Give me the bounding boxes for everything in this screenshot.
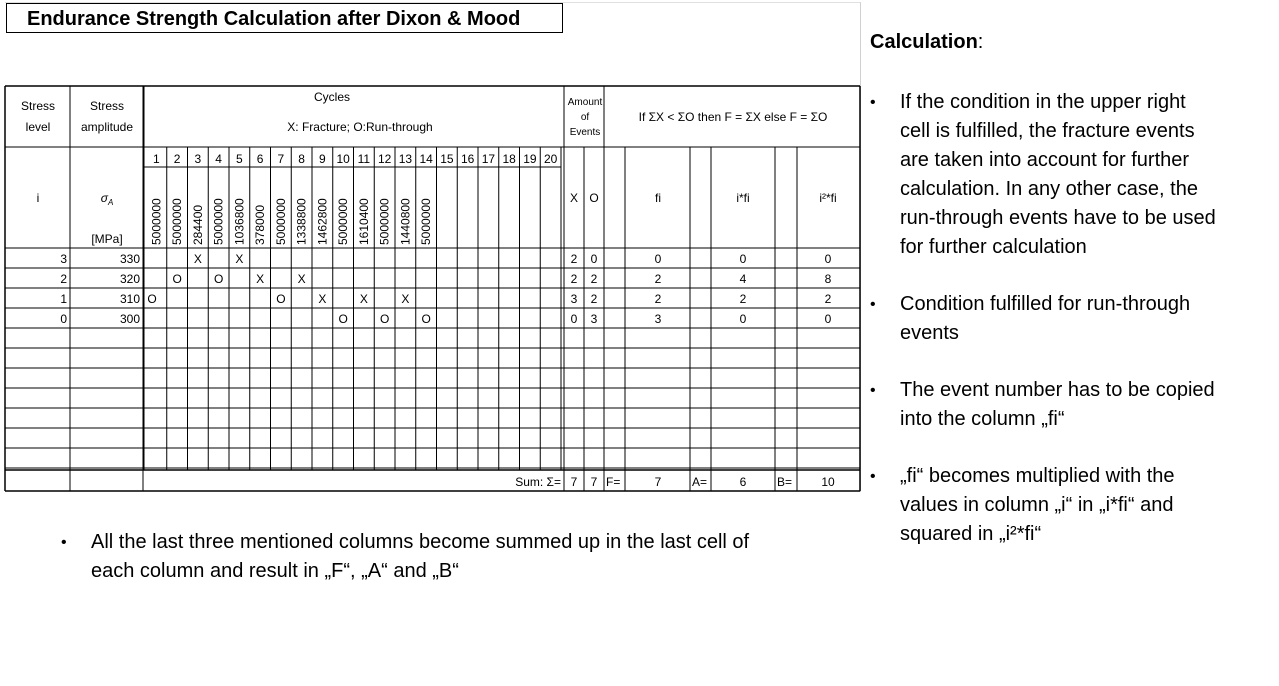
test-number: 3 (194, 152, 202, 166)
event-mark: X (256, 272, 265, 286)
row-fi: 3 (654, 312, 662, 326)
cycle-count: 284400 (190, 204, 205, 245)
test-number: 12 (377, 152, 392, 166)
row-o-count: 0 (590, 252, 598, 266)
test-number: 8 (298, 152, 305, 166)
calculation-heading-colon: : (977, 31, 984, 53)
row-stress-amplitude: 300 (119, 312, 140, 326)
sum-a: 6 (739, 475, 747, 489)
test-number: 15 (440, 152, 454, 166)
row-fi: 2 (654, 272, 662, 286)
event-mark: X (193, 252, 202, 266)
bullet-line: for further calculation (900, 236, 1087, 258)
row-stress-level: 2 (60, 272, 67, 286)
header-stress-level: level (25, 120, 51, 134)
event-mark: X (235, 252, 244, 266)
bullet-line: run-through events have to be used (900, 207, 1216, 229)
test-number: 13 (398, 152, 413, 166)
test-number: 14 (419, 152, 433, 166)
subheader-i2fi: i²*fi (819, 191, 837, 205)
header-condition: If ΣX < ΣO then F = ΣX else F = ΣO (638, 110, 828, 124)
sum-b: 10 (821, 475, 835, 489)
test-number: 18 (502, 152, 516, 166)
subheader-sigma: $\sigma_A$ (100, 191, 114, 207)
test-number: 6 (256, 152, 264, 166)
bullet-line: each column and result in „F“, „A“ and „B“ (91, 560, 459, 582)
sum-b-label: B= (777, 475, 793, 489)
header-cycles: Cycles (313, 90, 351, 104)
bullet-line: are taken into account for further (900, 149, 1190, 171)
row-o-count: 2 (590, 272, 598, 286)
row-stress-level: 0 (60, 312, 67, 326)
row-x-count: 2 (570, 272, 578, 286)
test-number: 5 (236, 152, 243, 166)
event-mark: O (379, 312, 390, 326)
cycle-count: 5000000 (170, 198, 185, 245)
cycle-count: 5000000 (377, 198, 392, 245)
cycle-count: 5000000 (336, 198, 351, 245)
test-number: 2 (173, 152, 181, 166)
bullet-icon: • (61, 534, 67, 551)
test-number: 7 (277, 152, 285, 166)
sum-label: Sum: Σ= (515, 475, 561, 489)
sum-f-label: F= (606, 475, 621, 489)
sum-x: 7 (570, 475, 578, 489)
row-o-count: 3 (590, 312, 598, 326)
event-mark: O (147, 292, 157, 306)
row-fi: 2 (654, 292, 662, 306)
bullet-line: If the condition in the upper right (900, 91, 1186, 113)
test-number: 16 (460, 152, 475, 166)
header-amount: Events (569, 127, 601, 138)
event-mark: O (213, 272, 224, 286)
bullet-line: calculation. In any other case, the (900, 178, 1198, 200)
test-number: 4 (215, 152, 222, 166)
sum-a-label: A= (692, 475, 708, 489)
row-stress-level: 1 (60, 292, 67, 306)
test-number: 11 (357, 152, 371, 166)
sum-o: 7 (590, 475, 598, 489)
bullet-line: values in column „i“ in „i*fi“ and (900, 494, 1174, 516)
event-mark: X (318, 292, 327, 306)
row-ifi: 2 (739, 292, 747, 306)
bullet-icon: • (870, 468, 876, 485)
header-stress-amplitude: Stress (89, 99, 125, 113)
calculation-heading (870, 31, 983, 54)
subheader-unit: [MPa] (91, 232, 123, 246)
header-stress-amplitude: amplitude (80, 120, 134, 134)
subheader-ifi: i*fi (736, 191, 750, 205)
calculation-table (0, 0, 870, 500)
subheader-fi: fi (655, 191, 661, 205)
row-x-count: 2 (570, 252, 578, 266)
event-mark: O (172, 272, 182, 286)
event-mark: X (359, 292, 368, 306)
bullet-line: cell is fulfilled, the fracture events (900, 120, 1195, 142)
bullet-line: All the last three mentioned columns become summed up in the last cell of (91, 531, 750, 553)
event-mark: O (421, 312, 431, 326)
page-title: Endurance Strength Calculation after Dixon & Mood (6, 3, 563, 33)
row-i2fi: 2 (824, 292, 832, 306)
test-number: 19 (523, 152, 537, 166)
cycle-count: 1338800 (294, 198, 309, 245)
cycle-count: 1462800 (315, 198, 330, 245)
cycle-count: 1036800 (232, 198, 247, 245)
event-mark: X (297, 272, 306, 286)
row-o-count: 2 (590, 292, 598, 306)
bullet-line: into the column „fi“ (900, 408, 1065, 430)
subheader-sigma-sub: A (107, 198, 114, 207)
row-ifi: 4 (739, 272, 747, 286)
row-stress-level: 3 (60, 252, 67, 266)
event-mark: O (276, 292, 286, 306)
cycle-count: 1610400 (356, 198, 371, 245)
test-number: 1 (153, 152, 160, 166)
bullet-line: squared in „i²*fi“ (900, 523, 1042, 545)
row-x-count: 0 (570, 312, 578, 326)
cycle-count: 5000000 (273, 198, 288, 245)
header-amount: Amount (567, 97, 603, 108)
test-number: 10 (336, 152, 350, 166)
test-number: 17 (481, 152, 496, 166)
event-mark: O (338, 312, 348, 326)
test-number: 20 (543, 152, 558, 166)
row-i2fi: 0 (824, 252, 832, 266)
row-x-count: 3 (570, 292, 578, 306)
header-stress-level: Stress (20, 99, 56, 113)
cycle-count: 378000 (253, 204, 268, 245)
test-number: 9 (319, 152, 326, 166)
bullet-icon: • (870, 296, 876, 313)
row-stress-amplitude: 330 (119, 252, 140, 266)
event-mark: X (401, 292, 410, 306)
bullet-line: The event number has to be copied (900, 379, 1215, 401)
cycle-count: 1440800 (398, 198, 413, 245)
cycle-count: 5000000 (149, 198, 164, 245)
bullet-icon: • (870, 94, 876, 111)
subheader-i: i (36, 191, 40, 205)
sum-f: 7 (654, 475, 662, 489)
subheader-x: X (569, 191, 579, 205)
bullet-icon: • (870, 382, 876, 399)
row-stress-amplitude: 310 (119, 292, 140, 306)
bullet-line: Condition fulfilled for run-through (900, 293, 1191, 315)
bullet-line: „fi“ becomes multiplied with the (900, 465, 1175, 487)
row-fi: 0 (654, 252, 662, 266)
cycle-count: 5000000 (419, 198, 434, 245)
bullet-line: events (900, 322, 959, 344)
calculation-heading-text: Calculation (870, 31, 978, 53)
header-amount: of (580, 112, 590, 123)
row-ifi: 0 (739, 252, 747, 266)
row-stress-amplitude: 320 (119, 272, 140, 286)
header-cycles-legend: X: Fracture; O:Run-through (287, 120, 433, 134)
subheader-o: O (589, 191, 599, 205)
row-i2fi: 8 (824, 272, 832, 286)
row-i2fi: 0 (824, 312, 832, 326)
row-ifi: 0 (739, 312, 747, 326)
cycle-count: 5000000 (211, 198, 226, 245)
